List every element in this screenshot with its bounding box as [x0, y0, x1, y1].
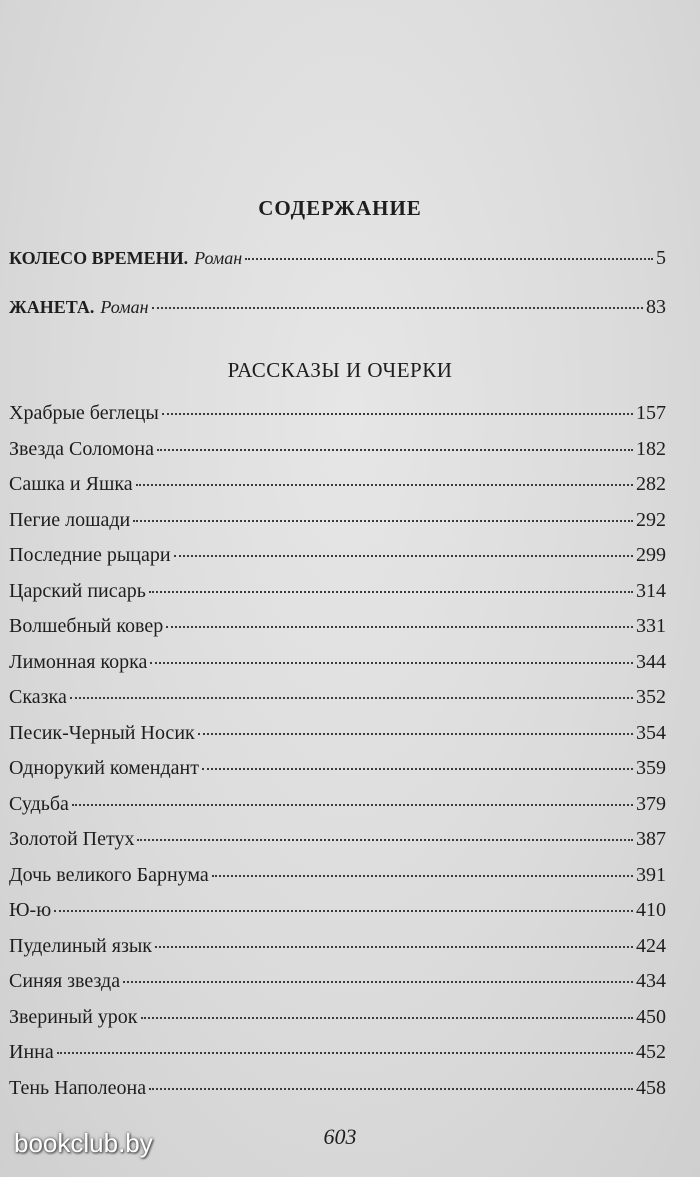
entry-page: 292: [636, 508, 666, 531]
entry-title: Сашка и Яшка: [9, 473, 133, 495]
dot-leader: [157, 448, 633, 451]
dot-leader: [137, 838, 633, 841]
toc-entry: [9, 580, 666, 616]
entry-title: ЖАНЕТА.: [9, 297, 95, 317]
entry-title: Храбрые беглецы: [9, 402, 159, 424]
dot-leader: [141, 1016, 634, 1019]
dot-leader: [198, 732, 633, 735]
entry-page: 450: [636, 1005, 666, 1028]
dot-leader: [155, 945, 633, 948]
toc-entry: [9, 438, 666, 474]
dot-leader: [57, 1051, 633, 1054]
toc-entry: [9, 722, 666, 758]
toc-entry-novel: [9, 296, 666, 345]
entry-title: Золотой Петух: [9, 828, 135, 850]
toc-entry: [9, 1006, 666, 1042]
toc-entry: [9, 651, 666, 687]
entry-page: 83: [646, 296, 666, 318]
entry-title: Царский писарь: [9, 579, 146, 602]
entry-title: Звезда Соломона: [9, 437, 154, 460]
entry-title: Песик-Черный Носик: [9, 721, 195, 744]
toc-entry: [9, 935, 666, 971]
contents-heading: СОДЕРЖАНИЕ: [258, 196, 422, 220]
dot-leader: [136, 483, 633, 486]
entry-page: 458: [636, 1076, 666, 1099]
dot-leader: [162, 412, 633, 415]
entry-title: Дочь великого Барнума: [9, 863, 209, 886]
dot-leader: [149, 1087, 633, 1090]
toc-entry: [9, 970, 666, 1006]
entry-title: Пуделиный язык: [9, 934, 153, 957]
dot-leader: [133, 519, 633, 522]
novels-list: [9, 247, 666, 345]
entry-page: 410: [636, 899, 666, 921]
toc-entry: [9, 828, 666, 864]
entry-title: Однорукий комендант: [9, 757, 199, 779]
entry-title: Синяя звезда: [9, 970, 121, 992]
stories-heading: РАССКАЗЫ И ОЧЕРКИ: [227, 358, 453, 382]
toc-entry: [9, 686, 666, 722]
entry-genre: Роман: [100, 297, 149, 317]
entry-title: КОЛЕСО ВРЕМЕНИ.: [9, 248, 189, 268]
entry-page: 352: [636, 686, 666, 708]
dot-leader: [72, 803, 633, 806]
entry-title: Пегие лошади: [9, 508, 131, 531]
entry-page: 452: [636, 1041, 666, 1063]
toc-entry: [9, 757, 666, 793]
toc-entry: [9, 509, 666, 545]
dot-leader: [123, 980, 633, 983]
entry-page: 391: [636, 863, 666, 886]
entry-page: 282: [636, 473, 666, 495]
stories-list: [9, 402, 666, 1112]
toc-entry: [9, 899, 666, 935]
dot-leader: [152, 306, 644, 309]
entry-page: 354: [636, 721, 666, 744]
toc-entry: [9, 864, 666, 900]
entry-title: Последние рыцари: [9, 544, 171, 566]
page-number: 603: [323, 1124, 357, 1149]
entry-page: 331: [636, 615, 666, 637]
dot-leader: [212, 874, 633, 877]
entry-title: Звериный урок: [9, 1005, 138, 1028]
dot-leader: [150, 661, 633, 664]
entry-title: Инна: [9, 1041, 54, 1063]
dot-leader: [174, 554, 633, 557]
entry-title: Волшебный ковер: [9, 615, 164, 637]
entry-title: Лимонная корка: [9, 650, 148, 673]
toc-entry: [9, 1077, 666, 1113]
dot-leader: [149, 590, 633, 593]
toc-entry: [9, 544, 666, 580]
entry-title: Ю-ю: [9, 899, 52, 921]
entry-genre: Роман: [194, 248, 243, 268]
dot-leader: [202, 767, 633, 770]
dot-leader: [166, 625, 633, 628]
entry-page: 344: [636, 650, 666, 673]
watermark-brand: bookclub.by: [14, 1128, 153, 1158]
toc-entry: [9, 473, 666, 509]
toc-entry-novel: [9, 247, 666, 296]
toc-entry: [9, 793, 666, 829]
entry-page: 157: [636, 402, 666, 424]
entry-title: Судьба: [9, 792, 69, 815]
entry-page: 299: [636, 544, 666, 566]
entry-page: 314: [636, 579, 666, 602]
entry-title: Тень Наполеона: [9, 1076, 147, 1099]
dot-leader: [70, 696, 633, 699]
entry-page: 424: [636, 934, 666, 957]
toc-entry: [9, 402, 666, 438]
entry-page: 379: [636, 792, 666, 815]
entry-page: 5: [656, 247, 666, 269]
entry-page: 359: [636, 757, 666, 779]
toc-entry: [9, 1041, 666, 1077]
entry-page: 182: [636, 437, 666, 460]
entry-title: Сказка: [9, 686, 67, 708]
entry-page: 387: [636, 828, 666, 850]
dot-leader: [54, 909, 633, 912]
toc-entry: [9, 615, 666, 651]
entry-page: 434: [636, 970, 666, 992]
dot-leader: [245, 257, 653, 260]
